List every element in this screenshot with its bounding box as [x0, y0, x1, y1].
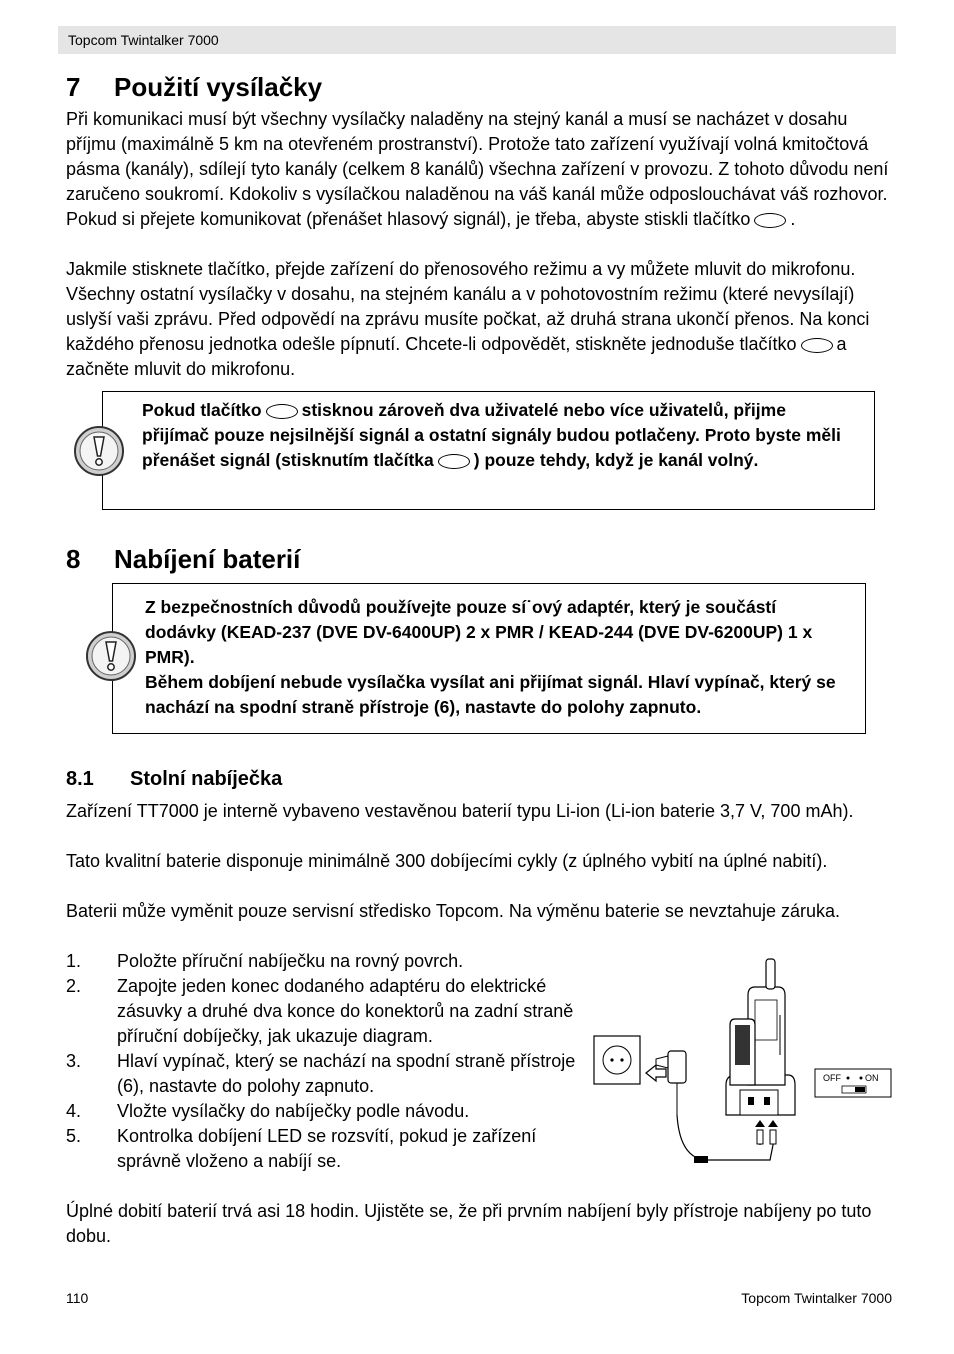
ptt-button-icon: [801, 338, 833, 353]
warning-line-2: Během dobíjení nebude vysílačka vysílat ani přijímat signál. Hlaví vypínač, který se nachází na spodní straně přístroje (6), nastavte do polohy zapnuto.: [145, 672, 836, 717]
note-part-1: Pokud tlačítko: [142, 400, 262, 420]
list-item: [66, 1099, 586, 1124]
para2-end: a začněte mluvit do mikrofonu.: [66, 334, 847, 379]
section-8-title: Nabíjení baterií: [114, 544, 301, 574]
step-number: 5.: [66, 1126, 82, 1146]
para2-text: Jakmile stisknete tlačítko, přejde zařízení do přenosového režimu a vy můžete mluvit do mikrofonu. Všechny ostatní vysílačky v dosahu, na stejném kanálu a v pohotovostním režimu (které nevysílají) uslyší vaši zprávu. Před odpovědí na zprávu musíte počkat, až druhá strana ukončí přenos. Na konci každého přenosu jednotka odešle pípnutí. Chcete-li odpovědět, stiskněte jednoduše tlačítko: [66, 259, 870, 354]
section-7-title: Použití vysílačky: [114, 72, 323, 102]
section-7-heading: [66, 72, 322, 102]
section-8-heading: [66, 544, 300, 574]
step-text: Vložte vysílačky do nabíječky podle návodu.: [117, 1101, 470, 1121]
section-8-1-heading: [66, 767, 282, 791]
para1-end: .: [790, 209, 796, 229]
switch-off-label: OFF: [823, 1073, 841, 1083]
section-8-1-closing-paragraph: Úplné dobití baterií trvá asi 18 hodin. Ujistěte se, že při prvním nabíjení byly přístroje nabíjeny po tuto dobu.: [66, 1201, 872, 1246]
page-number: 110: [66, 1290, 89, 1306]
ptt-button-icon: [266, 404, 298, 419]
section-7-paragraph-1: [66, 107, 896, 232]
switch-on-label: ON: [865, 1073, 879, 1083]
step-number: 3.: [66, 1051, 82, 1071]
warning-exclamation-icon: [73, 425, 125, 477]
ptt-button-icon: [754, 213, 786, 228]
section-7-number: 7: [66, 72, 81, 102]
list-item: [66, 1124, 586, 1174]
step-text: Položte příruční nabíječku na rovný povrch.: [117, 951, 464, 971]
wall-socket-icon: [594, 1036, 640, 1084]
section-8-1-paragraph-3: Baterii může vyměnit pouze servisní středisko Topcom. Na výměnu baterie se nevztahuje záruka.: [66, 901, 841, 921]
walkie-talkie-icon: [730, 1019, 755, 1085]
note-part-3: ) pouze tehdy, když je kanál volný.: [473, 450, 759, 470]
list-item: [66, 949, 586, 974]
para1-text: Při komunikaci musí být všechny vysílačky naladěny na stejný kanál a musí se nacházet v dosahu příjmu (maximálně 5 km na otevřeném prostranství). Protože tato zařízení využívají volná kmitočtová pásma (kanály), sdílejí tyto kanály (celkem 8 kanálů) všechna zařízení v provozu. Z tohoto důvodu není zaručeno soukromí. Kdokoliv s vysílačkou naladěnou na váš kanál může odposlouchávat váš rozhovor. Pokud si přejete komunikovat (přenášet hlasový signál), je třeba, abyste stiskli tlačítko: [66, 109, 889, 229]
section-8-1-paragraph-1: Zařízení TT7000 je interně vybaveno vestavěnou baterií typu Li-ion (Li-ion baterie 3,7 V, 700 mAh).: [66, 801, 854, 821]
plug-arrow-icon: [646, 1065, 666, 1081]
step-text: Kontrolka dobíjení LED se rozsvítí, pokud je zařízení správně vloženo a nabíjí se.: [117, 1126, 537, 1171]
step-number: 4.: [66, 1101, 82, 1121]
section-8-1-title: Stolní nabíječka: [130, 768, 283, 790]
section-8-warning-text: [145, 595, 845, 720]
footer-title: Topcom Twintalker 7000: [741, 1290, 892, 1306]
step-number: 1.: [66, 951, 82, 971]
ptt-button-icon: [438, 454, 470, 469]
section-8-1-paragraph-2: Tato kvalitní baterie disponuje minimálně 300 dobíjecími cykly (z úplného vybití na úplné nabití).: [66, 851, 828, 871]
step-number: 2.: [66, 976, 82, 996]
warning-line-1: Z bezpečnostních důvodů používejte pouze sí˙ový adaptér, který je součástí dodávky (KEAD-237 (DVE DV-6400UP) 2 x PMR / KEAD-244 (DVE DV-6200UP) 1 x PMR).: [145, 597, 813, 667]
power-switch-diagram: [815, 1069, 891, 1097]
step-text: Zapojte jeden konec dodaného adaptéru do elektrické zásuvky a druhé dva konce do konektorů na zadní straně příruční dobíječky, jak ukazuje diagram.: [117, 976, 574, 1046]
section-8-1-number: 8.1: [66, 768, 94, 790]
section-8-number: 8: [66, 544, 81, 574]
note-part-2: stisknou zároveň dva uživatelé nebo více uživatelů, přijme přijímač pouze nejsilnější signál a ostatní signály budou potlačeny. Proto byste měli přenášet signál (stisknutím tlačítka: [142, 400, 841, 470]
list-item: [66, 974, 586, 1049]
section-7-paragraph-2: [66, 257, 896, 382]
step-text: Hlaví vypínač, který se nachází na spodní straně přístroje (6), nastavte do polohy zapnuto.: [117, 1051, 576, 1096]
power-adapter-icon: [656, 1051, 686, 1115]
section-7-warning-text: [142, 398, 854, 473]
warning-exclamation-icon: [85, 630, 137, 682]
page-header: [58, 26, 896, 54]
charger-diagram: [590, 955, 896, 1170]
list-item: [66, 1049, 586, 1099]
header-title: Topcom Twintalker 7000: [68, 32, 219, 48]
charging-steps-list: [66, 949, 586, 1174]
